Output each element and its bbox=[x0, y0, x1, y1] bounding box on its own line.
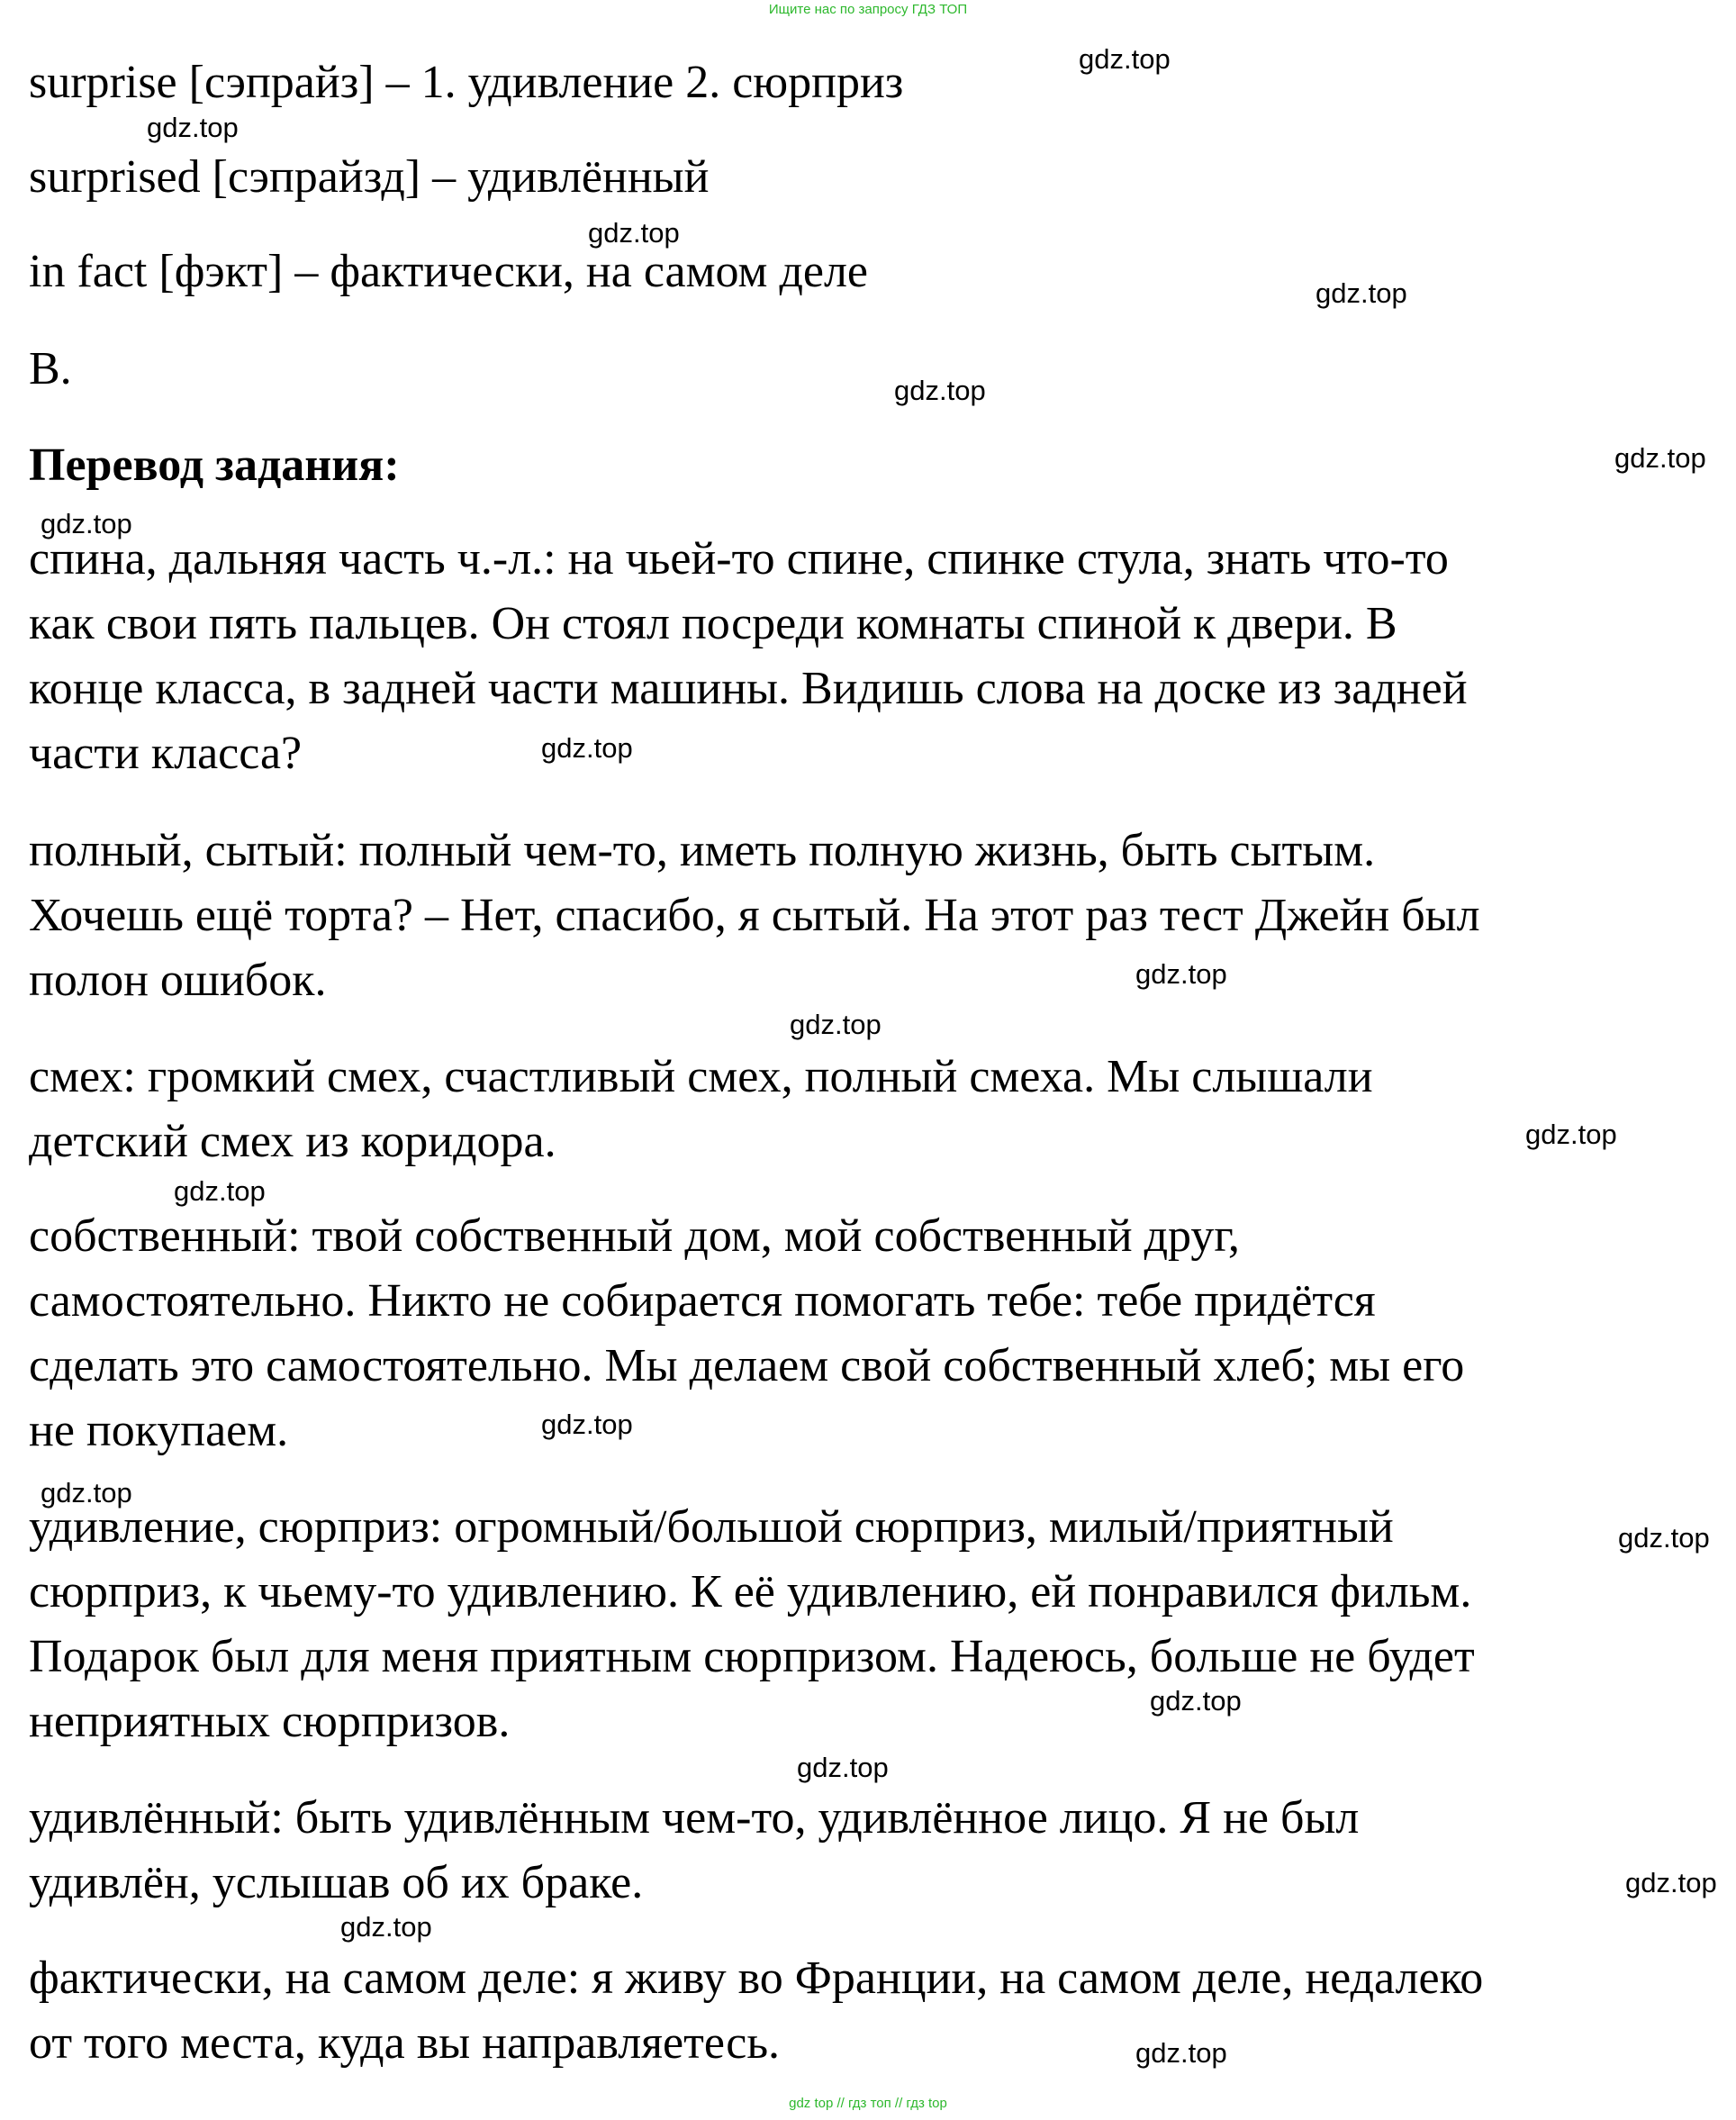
paragraph-laughter-line: детский смех из коридора. bbox=[29, 1116, 556, 1167]
vocab-line-in-fact: in fact [фэкт] – фактически, на самом деле bbox=[29, 246, 869, 297]
watermark: gdz.top bbox=[1316, 277, 1407, 309]
watermark: gdz.top bbox=[41, 1477, 132, 1508]
watermark: gdz.top bbox=[1614, 442, 1706, 474]
paragraph-own-line: сделать это самостоятельно. Мы делаем свой собственный хлеб; мы его bbox=[29, 1340, 1465, 1391]
translation-heading: Перевод задания: bbox=[29, 439, 400, 491]
paragraph-back-line: конце класса, в задней части машины. Видишь слова на доске из задней bbox=[29, 663, 1468, 714]
paragraph-back-line: как свои пять пальцев. Он стоял посреди комнаты спиной к двери. В bbox=[29, 598, 1397, 649]
paragraph-surprise-line: неприятных сюрпризов. bbox=[29, 1696, 511, 1747]
watermark: gdz.top bbox=[1625, 1867, 1717, 1898]
paragraph-own-line: не покупаем. bbox=[29, 1405, 289, 1456]
watermark: gdz.top bbox=[541, 732, 633, 764]
watermark: gdz.top bbox=[588, 217, 680, 249]
paragraph-surprise-line: сюрприз, к чьему-то удивлению. К её удивлению, ей понравился фильм. bbox=[29, 1566, 1472, 1617]
paragraph-full-line: полный, сытый: полный чем-то, иметь полную жизнь, быть сытым. bbox=[29, 825, 1376, 876]
top-banner: Ищите нас по запросу ГДЗ ТОП bbox=[768, 2, 968, 17]
paragraph-surprise-line: удивление, сюрприз: огромный/большой сюрприз, милый/приятный bbox=[29, 1501, 1394, 1553]
watermark: gdz.top bbox=[1150, 1685, 1242, 1717]
watermark: gdz.top bbox=[797, 1752, 889, 1783]
paragraph-in-fact-line: от того места, куда вы направляетесь. bbox=[29, 2017, 781, 2069]
watermark: gdz.top bbox=[147, 112, 239, 143]
vocab-line-surprised: surprised [сэпрайзд] – удивлённый bbox=[29, 151, 710, 203]
watermark: gdz.top bbox=[174, 1175, 266, 1207]
watermark: gdz.top bbox=[894, 375, 986, 406]
paragraph-in-fact-line: фактически, на самом деле: я живу во Франции, на самом деле, недалеко bbox=[29, 1952, 1484, 2004]
watermark: gdz.top bbox=[790, 1009, 882, 1040]
bottom-banner: gdz top // гдз топ // гдз top bbox=[789, 2096, 947, 2111]
watermark: gdz.top bbox=[41, 508, 132, 539]
watermark: gdz.top bbox=[541, 1409, 633, 1440]
watermark: gdz.top bbox=[1618, 1522, 1710, 1554]
paragraph-surprised-line: удивлён, услышав об их браке. bbox=[29, 1857, 644, 1908]
watermark: gdz.top bbox=[1079, 43, 1171, 75]
paragraph-full-line: полон ошибок. bbox=[29, 955, 327, 1006]
paragraph-full-line: Хочешь ещё торта? – Нет, спасибо, я сытый. На этот раз тест Джейн был bbox=[29, 890, 1480, 941]
watermark: gdz.top bbox=[340, 1911, 432, 1943]
vocab-line-surprise: surprise [сэпрайз] – 1. удивление 2. сюрприз bbox=[29, 57, 904, 108]
watermark: gdz.top bbox=[1135, 958, 1227, 990]
paragraph-laughter-line: смех: громкий смех, счастливый смех, полный смеха. Мы слышали bbox=[29, 1051, 1373, 1102]
watermark: gdz.top bbox=[1135, 2037, 1227, 2069]
paragraph-surprised-line: удивлённый: быть удивлённым чем-то, удивлённое лицо. Я не был bbox=[29, 1792, 1360, 1844]
paragraph-surprise-line: Подарок был для меня приятным сюрпризом. Надеюсь, больше не будет bbox=[29, 1631, 1475, 1682]
watermark: gdz.top bbox=[1525, 1119, 1617, 1150]
paragraph-back-line: части класса? bbox=[29, 728, 303, 779]
paragraph-back-line: спина, дальняя часть ч.-л.: на чьей-то спине, спинке стула, знать что-то bbox=[29, 533, 1449, 584]
paragraph-own-line: собственный: твой собственный дом, мой собственный друг, bbox=[29, 1210, 1240, 1262]
paragraph-own-line: самостоятельно. Никто не собирается помогать тебе: тебе придётся bbox=[29, 1275, 1376, 1327]
section-letter: B. bbox=[29, 343, 72, 394]
